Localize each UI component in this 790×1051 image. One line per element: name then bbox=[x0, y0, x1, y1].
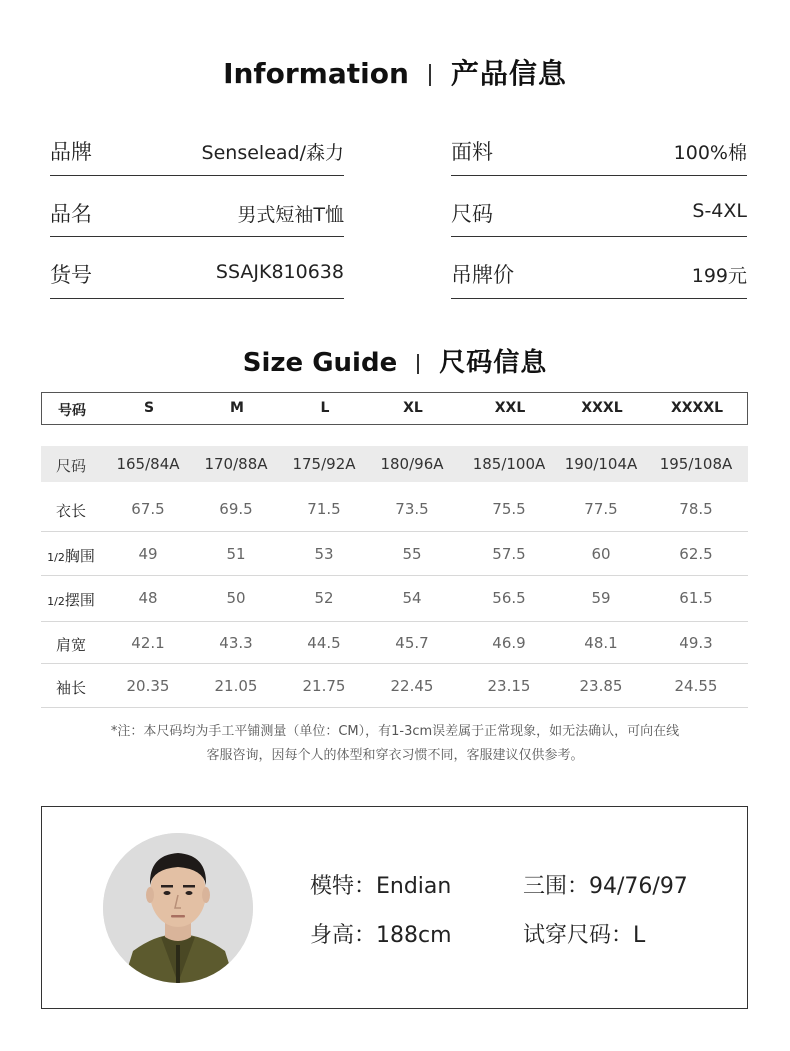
table-cell: 21.75 bbox=[302, 677, 346, 695]
table-cell: 21.05 bbox=[214, 677, 258, 695]
table-cell: 57.5 bbox=[492, 545, 526, 563]
header-cell-xxxxl: XXXXL bbox=[670, 400, 724, 416]
row-label bbox=[41, 545, 101, 566]
table-cell: 61.5 bbox=[679, 589, 713, 607]
info-value: 男式短袖T恤 bbox=[237, 203, 344, 226]
info-value: 100%棉 bbox=[673, 142, 747, 164]
size-title-en: Size Guide bbox=[242, 348, 398, 378]
info-row-item-number bbox=[50, 237, 344, 299]
table-cell: 54 bbox=[402, 589, 422, 607]
model-info-card bbox=[41, 806, 748, 1009]
info-value: SSAJK810638 bbox=[215, 261, 344, 283]
table-cell: 53 bbox=[314, 545, 334, 563]
header-cell-l: L bbox=[320, 400, 330, 416]
info-left-column bbox=[50, 114, 344, 299]
table-cell: 77.5 bbox=[584, 500, 618, 518]
table-cell: 170/88A bbox=[204, 455, 268, 473]
info-row-product-name bbox=[50, 176, 344, 238]
size-note-line-1: *注：本尺码均为手工平铺测量（单位：CM），有1-3cm误差属于正常现象，如无法确认，可向在线 bbox=[110, 724, 680, 739]
table-cell: 185/100A bbox=[472, 455, 546, 473]
table-cell: 73.5 bbox=[395, 500, 429, 518]
model-avatar bbox=[103, 833, 253, 983]
table-row bbox=[41, 532, 748, 576]
table-row bbox=[41, 576, 748, 622]
info-row-tag-price bbox=[451, 237, 747, 299]
info-row-size-range bbox=[451, 176, 747, 238]
row-label: 尺码 bbox=[55, 457, 86, 475]
info-value: Senselead/森力 bbox=[201, 142, 344, 164]
table-row bbox=[41, 622, 748, 664]
table-row bbox=[41, 446, 748, 482]
table-cell: 56.5 bbox=[492, 589, 526, 607]
size-note bbox=[0, 720, 790, 768]
table-cell: 75.5 bbox=[492, 500, 526, 518]
model-portrait-image bbox=[103, 833, 253, 983]
header-cell-xxxl: XXXL bbox=[581, 400, 623, 416]
table-cell: 78.5 bbox=[679, 500, 713, 518]
table-cell: 52 bbox=[314, 589, 334, 607]
table-cell: 48 bbox=[138, 589, 158, 607]
header-cell-xl: XL bbox=[403, 400, 423, 416]
table-cell: 24.55 bbox=[674, 677, 718, 695]
table-cell: 51 bbox=[226, 545, 246, 563]
info-key: 品名 bbox=[50, 201, 92, 226]
model-height: 身高：188cm bbox=[310, 923, 452, 948]
table-cell: 175/92A bbox=[292, 455, 356, 473]
model-name: 模特：Endian bbox=[310, 874, 452, 899]
info-key: 尺码 bbox=[451, 201, 493, 226]
row-label-prefix: 1/2 bbox=[47, 551, 65, 564]
row-label-text: 摆围 bbox=[64, 591, 95, 609]
info-row-brand bbox=[50, 114, 344, 176]
table-cell: 45.7 bbox=[395, 634, 429, 652]
model-tried-size: 试穿尺码：L bbox=[523, 923, 646, 948]
size-table-header bbox=[41, 392, 748, 425]
info-title-cn: 产品信息 bbox=[450, 57, 567, 90]
table-cell: 20.35 bbox=[126, 677, 170, 695]
info-value: 199元 bbox=[691, 265, 747, 287]
table-cell: 195/108A bbox=[659, 455, 733, 473]
info-section-title bbox=[0, 52, 790, 92]
table-cell: 60 bbox=[591, 545, 611, 563]
table-cell: 59 bbox=[591, 589, 611, 607]
info-row-fabric bbox=[451, 114, 747, 176]
table-row bbox=[41, 482, 748, 532]
size-note-line-2: 客服咨询，因每个人的体型和穿衣习惯不同，客服建议仅供参考。 bbox=[206, 748, 584, 763]
table-cell: 62.5 bbox=[679, 545, 713, 563]
row-label: 袖长 bbox=[55, 679, 86, 697]
info-title-en: Information bbox=[223, 57, 409, 90]
table-row bbox=[41, 664, 748, 708]
table-cell: 71.5 bbox=[307, 500, 341, 518]
table-cell: 23.85 bbox=[579, 677, 623, 695]
table-cell: 23.15 bbox=[487, 677, 531, 695]
table-cell: 43.3 bbox=[219, 634, 253, 652]
info-key: 面料 bbox=[451, 140, 493, 164]
table-cell: 48.1 bbox=[584, 634, 618, 652]
table-cell: 67.5 bbox=[131, 500, 165, 518]
row-label bbox=[41, 589, 101, 610]
info-key: 货号 bbox=[50, 263, 92, 287]
header-cell-s: S bbox=[143, 400, 155, 416]
row-label: 肩宽 bbox=[55, 636, 86, 654]
table-cell: 49.3 bbox=[679, 634, 713, 652]
info-value: S-4XL bbox=[692, 199, 747, 222]
table-cell: 46.9 bbox=[492, 634, 526, 652]
row-label: 衣长 bbox=[55, 502, 86, 520]
table-cell: 180/96A bbox=[380, 455, 444, 473]
table-cell: 44.5 bbox=[307, 634, 341, 652]
table-cell: 69.5 bbox=[219, 500, 253, 518]
table-cell: 22.45 bbox=[390, 677, 434, 695]
model-measurements: 三围：94/76/97 bbox=[523, 874, 688, 899]
header-cell-label: 号码 bbox=[58, 403, 86, 419]
table-cell: 165/84A bbox=[116, 455, 180, 473]
info-key: 吊牌价 bbox=[451, 263, 514, 287]
size-section-title bbox=[0, 342, 790, 379]
header-cell-m: M bbox=[230, 400, 244, 416]
info-right-column bbox=[451, 114, 747, 299]
table-cell: 50 bbox=[226, 589, 246, 607]
table-cell: 190/104A bbox=[564, 455, 638, 473]
title-divider bbox=[429, 64, 431, 86]
info-key: 品牌 bbox=[50, 140, 92, 164]
row-label-prefix: 1/2 bbox=[47, 595, 65, 608]
table-cell: 49 bbox=[138, 545, 158, 563]
row-label-text: 胸围 bbox=[64, 547, 95, 565]
table-cell: 55 bbox=[402, 545, 422, 563]
table-cell: 42.1 bbox=[131, 634, 165, 652]
header-cell-xxl: XXL bbox=[494, 400, 526, 416]
size-title-cn: 尺码信息 bbox=[439, 348, 548, 378]
title-divider bbox=[417, 354, 419, 374]
